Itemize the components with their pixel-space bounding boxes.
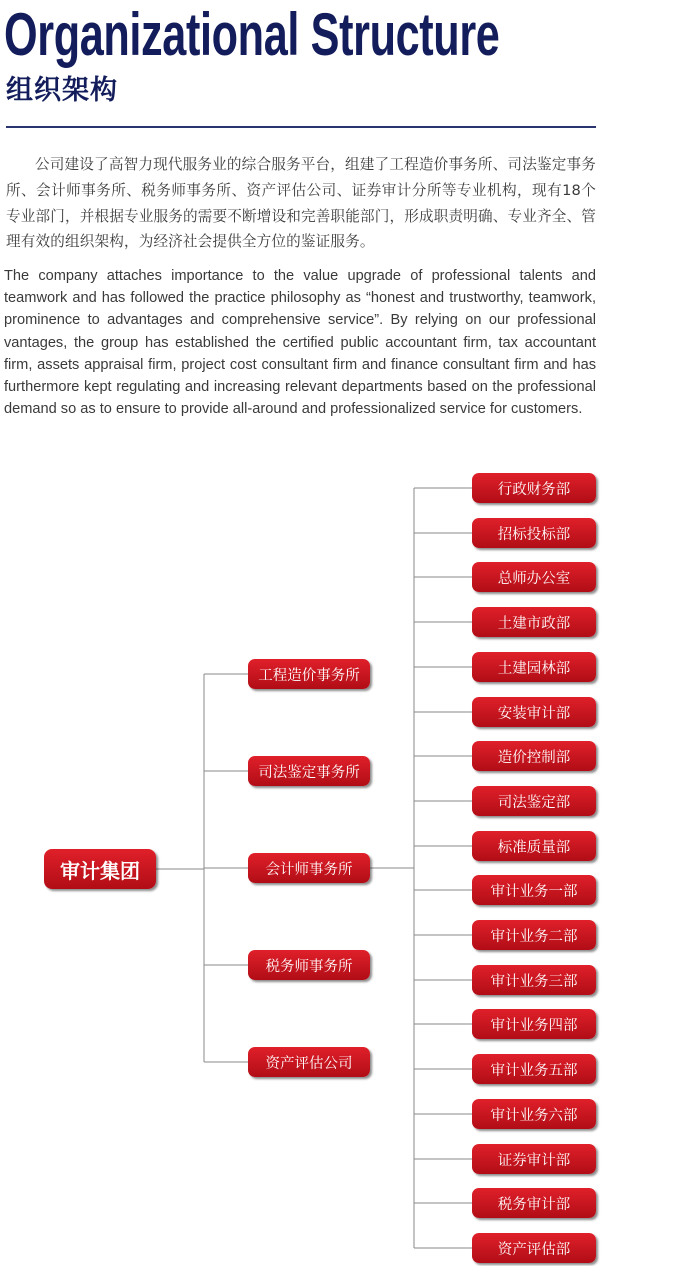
org-department-node: 总师办公室 (472, 562, 596, 592)
org-department-node: 审计业务五部 (472, 1054, 596, 1084)
org-firm-node: 会计师事务所 (248, 853, 370, 883)
page-title-cn: 组织架构 (6, 75, 118, 106)
org-department-node: 审计业务三部 (472, 965, 596, 995)
org-department-node: 审计业务一部 (472, 875, 596, 905)
org-department-node: 审计业务六部 (472, 1099, 596, 1129)
org-chart (0, 460, 700, 1266)
org-department-node: 安装审计部 (472, 697, 596, 727)
org-department-node: 土建园林部 (472, 652, 596, 682)
org-department-node: 标准质量部 (472, 831, 596, 861)
intro-paragraph-en: The company attaches importance to the value upgrade of professional talents and teamwork and has followed the practice philosophy as “honest and trustworthy, teamwork, prominence to advantages and comprehensive service”. By relying on our professional vantages, the group has established the certified public accountant firm, tax accountant firm, assets appraisal firm, project cost consultant firm and finance consultant firm and has furthermore kept regulating and increasing relevant departments based on the professional demand so as to ensure to provide all-around and professionalized service for customers. (4, 268, 596, 418)
org-department-node: 审计业务二部 (472, 920, 596, 950)
org-firm-node: 司法鉴定事务所 (248, 756, 370, 786)
page-title-en: Organizational Structure (4, 1, 500, 68)
org-department-node: 税务审计部 (472, 1188, 596, 1218)
org-department-node: 招标投标部 (472, 518, 596, 548)
org-department-node: 证券审计部 (472, 1144, 596, 1174)
org-firm-node: 资产评估公司 (248, 1047, 370, 1077)
org-firm-node: 税务师事务所 (248, 950, 370, 980)
title-divider (6, 126, 596, 128)
intro-paragraph-cn: 公司建设了高智力现代服务业的综合服务平台，组建了工程造价事务所、司法鉴定事务所、会计师事务所、税务师事务所、资产评估公司、证券审计分所等专业机构，现有18个专业部门，并根据专业服务的需要不断增设和完善职能部门，形成职责明确、专业齐全、管理有效的组织架构，为经济社会提供全方位的鉴证服务。 (6, 156, 596, 251)
org-firm-node: 工程造价事务所 (248, 659, 370, 689)
org-department-node: 行政财务部 (472, 473, 596, 503)
org-department-node: 造价控制部 (472, 741, 596, 771)
org-root-node: 审计集团 (44, 849, 156, 889)
org-department-node: 资产评估部 (472, 1233, 596, 1263)
org-department-node: 司法鉴定部 (472, 786, 596, 816)
org-department-node: 土建市政部 (472, 607, 596, 637)
org-department-node: 审计业务四部 (472, 1009, 596, 1039)
